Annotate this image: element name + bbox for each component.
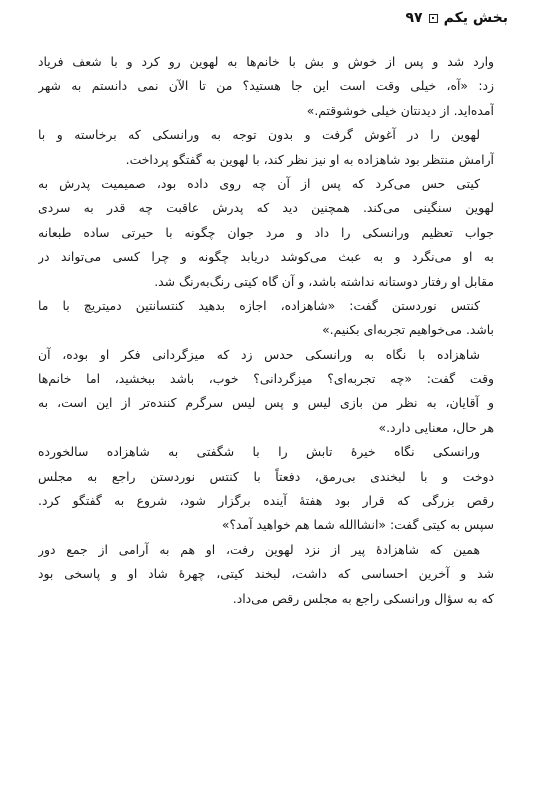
text-line: و آقایان، به نظر من بازی لیس و پس لیس سرگرم کننده‌تر از این است، به (38, 395, 494, 411)
text-line: آرامش منتظر بود شاهزاده به او نیز نظر کند، با لهوین به گفتگو پرداخت. (125, 151, 494, 167)
text-line: ورانسکی نگاه خیرهٔ تابش را با شگفتی به شاهزاده سالخورده (38, 444, 480, 460)
text-line: وقت گفت: «چه تجربه‌ای؟ میزگردانی؟ خوب، باشد ببخشید، اما خانم‌ها (38, 371, 494, 387)
text-line: که به سؤال ورانسکی راجع به مجلس رقص می‌داد. (232, 590, 494, 606)
text-line: کیتی حس می‌کرد که پس از آن چه روی داده بود، صمیمیت پدرش به (38, 175, 480, 191)
text-line: سپس به کیتی گفت: «انشاالله شما هم خواهید آمد؟» (221, 517, 494, 533)
text-line: مقابل او رفتار دوستانه نداشته باشد، و آن گاه کیتی رنگ‌به‌رنگ شد. (154, 273, 494, 289)
text-line: لهوین را در آغوش گرفت و بدون توجه به ورانسکی که برخاسته و با (38, 127, 480, 143)
text-line: شاهزاده با نگاه به ورانسکی حدس زد که میزگردانی فکر او بوده، آن (38, 346, 480, 362)
text-line: شد و آخرین احساسی که داشت، لبخند کیتی، چهرهٔ شاد او و پاسخی بود (38, 566, 494, 582)
text-line: همین که شاهزادهٔ پیر از نزد لهوین رفت، او هم به آرامی از جمع دور (38, 541, 480, 557)
body-text (38, 50, 494, 611)
text-line: وارد شد و پس از خوش و بش با خانم‌ها به لهوین رو کرد و با شعف فریاد (38, 54, 494, 69)
text-line: لهوین سنگینی می‌کند. همچنین دید که پدرش عاقبت چه قدر به سردی (38, 200, 494, 216)
text-line: دوخت و با لبخندی بی‌رمق، دفعتاً با کنتس نوردستن راجع به مجلس (38, 468, 494, 484)
page-number: ۹۷ (405, 10, 423, 26)
text-line: جواب تعظیم ورانسکی را داد و مرد جوان چگونه با حیرتی ساده طبعانه (38, 224, 494, 240)
text-line: رقص بزرگی که قرار بود هفتهٔ آینده برگزار شود، شروع به گفتگو کرد. (38, 493, 494, 509)
text-line: هر حال، معنایی دارد.» (378, 419, 494, 435)
running-head (406, 10, 508, 26)
text-line: به او می‌نگرد و به عبث می‌کوشد دریابد چگونه و چرا کسی می‌تواند در (38, 249, 494, 265)
section-title: بخش یکم (443, 10, 508, 26)
text-line: کنتس نوردستن گفت: «شاهزاده، اجازه بدهید کنتسانتین دمیتریچ با ما (38, 297, 480, 313)
square-ornament-icon (429, 14, 438, 23)
text-line: زد: «آه، خیلی وقت است این جا هستید؟ من تا الآن نمی دانستم به شهر (38, 78, 494, 94)
text-line: باشد. می‌خواهیم تجربه‌ای بکنیم.» (322, 322, 494, 338)
text-line: آمده‌اید. از دیدنتان خیلی خوشوقتم.» (306, 102, 494, 118)
